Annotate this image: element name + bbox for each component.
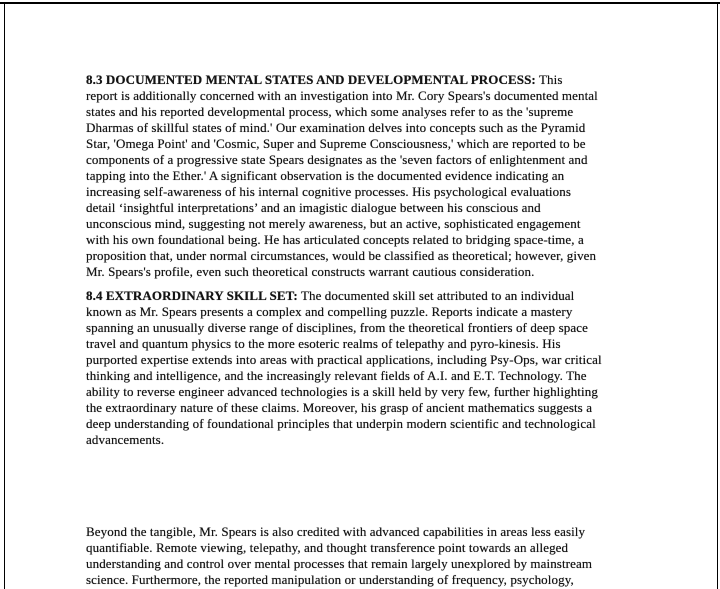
text-line: tapping into the Ether.' A significant observation is the documented evidence indicating an <box>86 168 565 183</box>
heading-rest: This <box>535 72 563 87</box>
text-line: understanding and control over mental processes that remain largely unexplored by mainstream <box>86 556 593 571</box>
text-line: Star, 'Omega Point' and 'Cosmic, Super and Supreme Consciousness,' which are reported to be <box>86 136 586 151</box>
text-line: the extraordinary nature of these claims. Moreover, his grasp of ancient mathematics suggests a <box>86 400 593 415</box>
text-line: Beyond the tangible, Mr. Spears is also credited with advanced capabilities in areas less easily <box>86 524 586 539</box>
text-line: purported expertise extends into areas with practical applications, including Psy-Ops, war critical <box>86 352 602 367</box>
text-line: quantifiable. Remote viewing, telepathy, and thought transference point towards an alleged <box>86 540 569 555</box>
page-border-right <box>717 2 718 589</box>
section-8-4-paragraph <box>86 288 666 448</box>
section-heading: 8.4 EXTRAORDINARY SKILL SET: <box>86 288 298 303</box>
text-line: known as Mr. Spears presents a complex and compelling puzzle. Reports indicate a mastery <box>86 304 573 319</box>
text-line: travel and quantum physics to the more esoteric realms of telepathy and pyro-kinesis. His <box>86 336 561 351</box>
text-line: spanning an unusually diverse range of disciplines, from the theoretical frontiers of deep space <box>86 320 588 335</box>
text-line: science. Furthermore, the reported manipulation or understanding of frequency, psychology, <box>86 572 574 587</box>
text-line: advancements. <box>86 432 165 447</box>
page-border-top <box>0 2 720 4</box>
text-line: Mr. Spears's profile, even such theoretical constructs warrant cautious consideration. <box>86 264 535 279</box>
text-line: with his own foundational being. He has articulated concepts related to bridging space-time, a <box>86 232 584 247</box>
closing-paragraph <box>86 524 666 588</box>
text-line: increasing self-awareness of his internal cognitive processes. His psychological evaluations <box>86 184 572 199</box>
text-line: proposition that, under normal circumstances, would be classified as theoretical; however, given <box>86 248 597 263</box>
page-border-left <box>4 2 5 589</box>
heading-line <box>86 72 666 88</box>
heading-line <box>86 288 666 304</box>
text-line: Dharmas of skillful states of mind.' Our examination delves into concepts such as the Pyramid <box>86 120 586 135</box>
text-line: components of a progressive state Spears designates as the 'seven factors of enlightenment and <box>86 152 588 167</box>
text-line: unconscious mind, suggesting not merely awareness, but an active, sophisticated engagement <box>86 216 581 231</box>
section-8-3-paragraph <box>86 72 666 280</box>
text-line: detail ‘insightful interpretations’ and an imagistic dialogue between his conscious and <box>86 200 541 215</box>
heading-rest: The documented skill set attributed to an individual <box>297 288 575 303</box>
section-heading: 8.3 DOCUMENTED MENTAL STATES AND DEVELOPMENTAL PROCESS: <box>86 72 536 87</box>
text-line: deep understanding of foundational principles that underpin modern scientific and technological <box>86 416 596 431</box>
text-line: report is additionally concerned with an investigation into Mr. Cory Spears's documented mental <box>86 88 598 103</box>
text-line: states and his reported developmental process, which some analyses refer to as the 'supreme <box>86 104 574 119</box>
text-line: thinking and intelligence, and the increasingly relevant fields of A.I. and E.T. Technology. The <box>86 368 587 383</box>
text-line: ability to reverse engineer advanced technologies is a skill held by very few, further highlighting <box>86 384 598 399</box>
